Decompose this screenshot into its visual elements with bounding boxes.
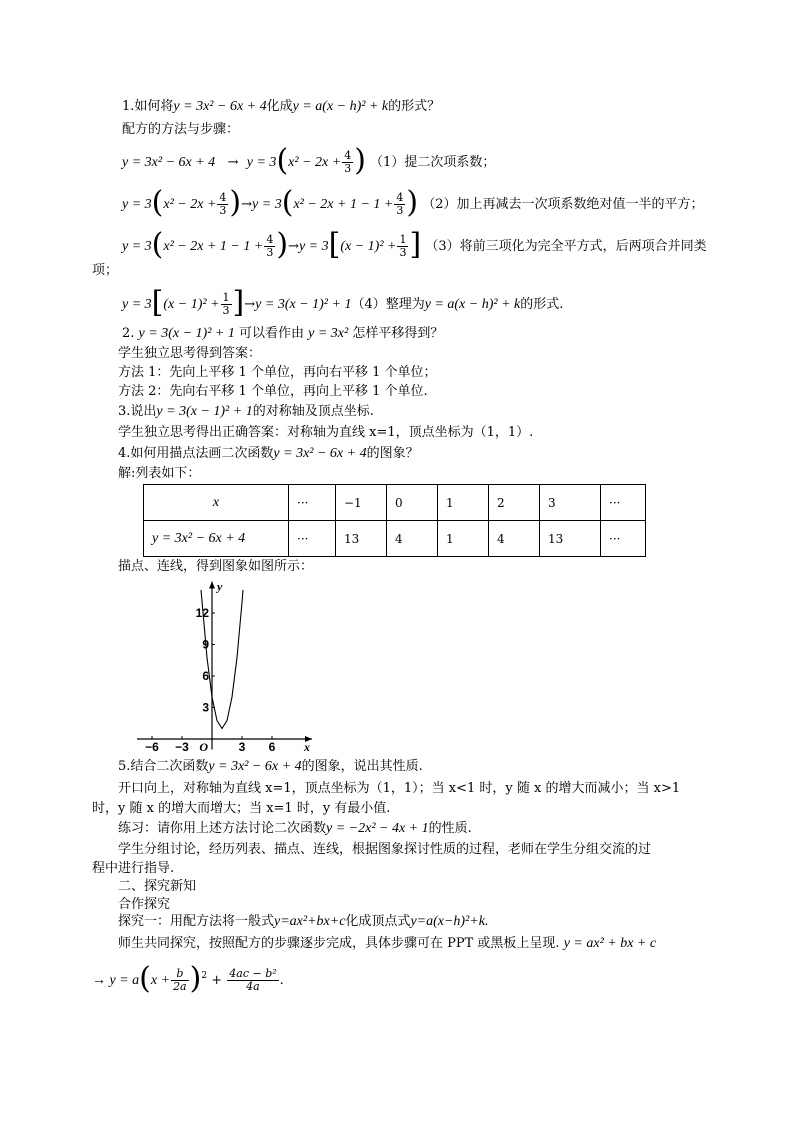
final-inner: x +: [150, 973, 171, 988]
step4-rhs: y = 3(x − 1)² + 1: [255, 297, 352, 312]
x-axis-label: x: [304, 739, 310, 754]
table-cell: −1: [336, 485, 387, 521]
q1-eq-vertex: y = a(x − h)² + k: [292, 99, 389, 114]
step3-inner-2: (x − 1)² +: [340, 239, 397, 254]
question-3: 3.说出y = 3(x − 1)² + 1的对称轴及顶点坐标.: [118, 404, 374, 419]
step3-inner-1: x² − 2x + 1 − 1 +: [163, 239, 264, 254]
exploration-1: 探究一：用配方法将一般式y=ax²+bx+c化成顶点式y=a(x−h)²+k.: [118, 914, 489, 929]
parabola-chart: [145, 574, 330, 754]
step3-mid: y = 3: [298, 239, 329, 254]
x-tick-label: 3: [238, 739, 246, 754]
step2-lhs: y = 3: [122, 197, 152, 212]
step4-inner: (x − 1)² +: [163, 297, 220, 312]
step1-note: （1）提二次项系数；: [370, 155, 496, 170]
table-cell: 0: [387, 485, 438, 521]
y-axis-arrow-icon: [209, 582, 215, 589]
fraction: $\frac{b}{2a}$: [173, 967, 187, 993]
table-cell: 4: [489, 521, 540, 557]
step-3: y = 3(x² − 2x + 1 − 1 + $\frac{4}{3}$ )→y = 3[(x − 1)² + $\frac{1}{3}$ ] （3）将前三项化为完全平方式，后两项合并同类: [122, 226, 707, 262]
table-cell: ···: [289, 485, 336, 521]
step1-lhs: y = 3x² − 6x + 4: [122, 155, 216, 170]
step3-note-continued: 项；: [92, 263, 119, 278]
fraction: $\frac{1}{3}$: [399, 233, 407, 259]
q1-text-3: 的形式？: [388, 99, 441, 114]
question-4: 4.如何用描点法画二次函数y = 3x² − 6x + 4的图象？: [118, 446, 419, 461]
q3-eq: y = 3(x − 1)² + 1: [156, 404, 253, 419]
table-header-y: y = 3x² − 6x + 4: [144, 521, 289, 557]
method-heading: 配方的方法与步骤：: [122, 122, 240, 137]
y-tick-label: 9: [202, 637, 209, 652]
table-header-x: x: [144, 485, 289, 521]
table-cell: 13: [540, 521, 601, 557]
y-tick-label: 6: [202, 669, 209, 683]
y-tick-label: 12: [195, 606, 209, 620]
q4-solution-intro: 解:列表如下：: [118, 466, 201, 481]
arrow-icon: →: [288, 239, 299, 254]
coop-heading: 合作探究: [118, 897, 171, 912]
q1-eq-standard: y = 3x² − 6x + 4: [173, 99, 267, 114]
q1-text-2: 化成: [266, 99, 293, 114]
y-tick-label: 3: [202, 700, 209, 715]
method-2: 方法 2：先向右平移 1 个单位，再向上平移 1 个单位.: [118, 384, 428, 399]
final-lhs: → y = a: [92, 973, 140, 988]
table-row: [144, 521, 646, 557]
step-1: [122, 142, 496, 178]
paren-right-icon: ): [354, 142, 366, 178]
arrow-icon: →: [227, 155, 239, 170]
step1-mid: y = 3: [246, 155, 277, 170]
fraction: $\frac{\text{4ac − b²}}{4a}$: [229, 967, 277, 993]
q5-answer-2: 时，y 随 x 的增大而增大；当 x=1 时，y 有最小值.: [92, 801, 391, 816]
fraction: $\frac{4}{3}$: [219, 191, 227, 217]
general-form-eq: y=ax²+bx+c: [274, 914, 346, 929]
table-cell: ···: [601, 521, 646, 557]
step4-lhs: y = 3: [122, 297, 152, 312]
step2-inner-2: x² − 2x + 1 − 1 +: [293, 197, 394, 212]
exercise-eq: y = −2x² − 4x + 1: [326, 821, 429, 836]
step-2: y = 3(x² − 2x + $\frac{4}{3}$ )→y = 3(x² − 2x + 1 − 1 + $\frac{4}{3}$ ) （2）加上再减去一次项系数绝对值一半的平方；: [122, 184, 704, 220]
table-cell: 2: [489, 485, 540, 521]
paren-left-icon: (: [276, 142, 289, 178]
value-table: [143, 484, 646, 557]
q2-eq-a: y = 3(x − 1)² + 1: [138, 326, 235, 341]
step4-note: （4）整理为: [351, 297, 425, 312]
table-cell: ···: [601, 485, 646, 521]
fraction: $\frac{4}{3}$: [396, 191, 404, 217]
method-1: 方法 1：先向上平移 1 个单位，再向右平移 1 个单位；: [118, 365, 437, 380]
q3-answer: 学生独立思考得出正确答案：对称轴为直线 x=1，顶点坐标为（1，1）.: [118, 425, 534, 440]
step2-inner-1: x² − 2x +: [163, 197, 217, 212]
discussion-2: 程中进行指导.: [92, 861, 175, 876]
origin-label: O: [199, 739, 208, 754]
teaching-note: 师生共同探究，按照配方的步骤逐步完成，具体步骤可在 PPT 或黑板上呈现. y = ax² + bx + c: [118, 936, 657, 951]
step2-mid: y = 3: [252, 197, 282, 212]
q4-eq: y = 3x² − 6x + 4: [273, 446, 367, 461]
table-cell: 4: [387, 521, 438, 557]
y-axis-label: y: [217, 579, 223, 594]
q1-text: 如何将: [134, 99, 174, 114]
discussion-1: 学生分组讨论，经历列表、描点、连线，根据图象探讨性质的过程，老师在学生分组交流的过: [118, 842, 652, 857]
table-cell: 1: [438, 521, 489, 557]
q1-number: 1.: [122, 99, 135, 114]
fraction: $\frac{4}{3}$: [266, 233, 274, 259]
step1-inner: x² − 2x +: [288, 155, 342, 170]
q5-eq: y = 3x² − 6x + 4: [208, 759, 302, 774]
step3-note: （3）将前三项化为完全平方式，后两项合并同类: [425, 239, 707, 254]
q5-answer-1: 开口向上，对称轴为直线 x=1，顶点坐标为（1，1）；当 x<1 时，y 随 x 的增大而减小；当 x>1: [118, 781, 681, 796]
question-1: [122, 98, 440, 116]
table-cell: 13: [336, 521, 387, 557]
step3-lhs: y = 3: [122, 239, 152, 254]
x-tick-label: −6: [145, 739, 159, 754]
x-tick-label: 6: [268, 739, 276, 754]
table-row: [144, 485, 646, 521]
question-2: 2. y = 3(x − 1)² + 1 可以看作由 y = 3x² 怎样平移得到？: [122, 326, 444, 341]
step2-note: （2）加上再减去一次项系数绝对值一半的平方；: [422, 197, 704, 212]
table-cell: 3: [540, 485, 601, 521]
table-cell: 1: [438, 485, 489, 521]
arrow-icon: →: [241, 197, 253, 212]
x-tick-label: −3: [175, 739, 189, 754]
vertex-form-eq: y=a(x−h)²+k.: [410, 914, 489, 929]
step4-eq: y = a(x − h)² + k: [424, 297, 521, 312]
exercise: 练习：请你用上述方法讨论二次函数y = −2x² − 4x + 1的性质.: [118, 821, 472, 836]
section-heading: 二、探究新知: [118, 879, 197, 894]
fraction: $\frac{4}{3}$: [344, 149, 352, 175]
step4-tail: 的形式.: [520, 297, 564, 312]
teaching-eq: y = ax² + bx + c: [563, 936, 657, 951]
step-4: y = 3[(x − 1)² + $\frac{1}{3}$ ]→y = 3(x − 1)² + 1（4）整理为y = a(x − h)² + k的形式.: [122, 284, 564, 320]
q2-answer-intro: 学生独立思考得到答案：: [118, 346, 262, 361]
table-cell: ···: [289, 521, 336, 557]
fraction: $\frac{1}{3}$: [222, 291, 230, 317]
arrow-icon: →: [244, 297, 256, 312]
plot-caption: 描点、连线，得到图象如图所示：: [118, 559, 314, 574]
final-derivation: → y = a(x + $\frac{b}{2a}$ )$^2$ + $\frac{\text{4ac − b²}}{4a}$ .: [92, 960, 284, 996]
q2-eq-b: y = 3x²: [308, 326, 349, 341]
question-5: 5.结合二次函数y = 3x² − 6x + 4的图象，说出其性质.: [118, 759, 423, 774]
